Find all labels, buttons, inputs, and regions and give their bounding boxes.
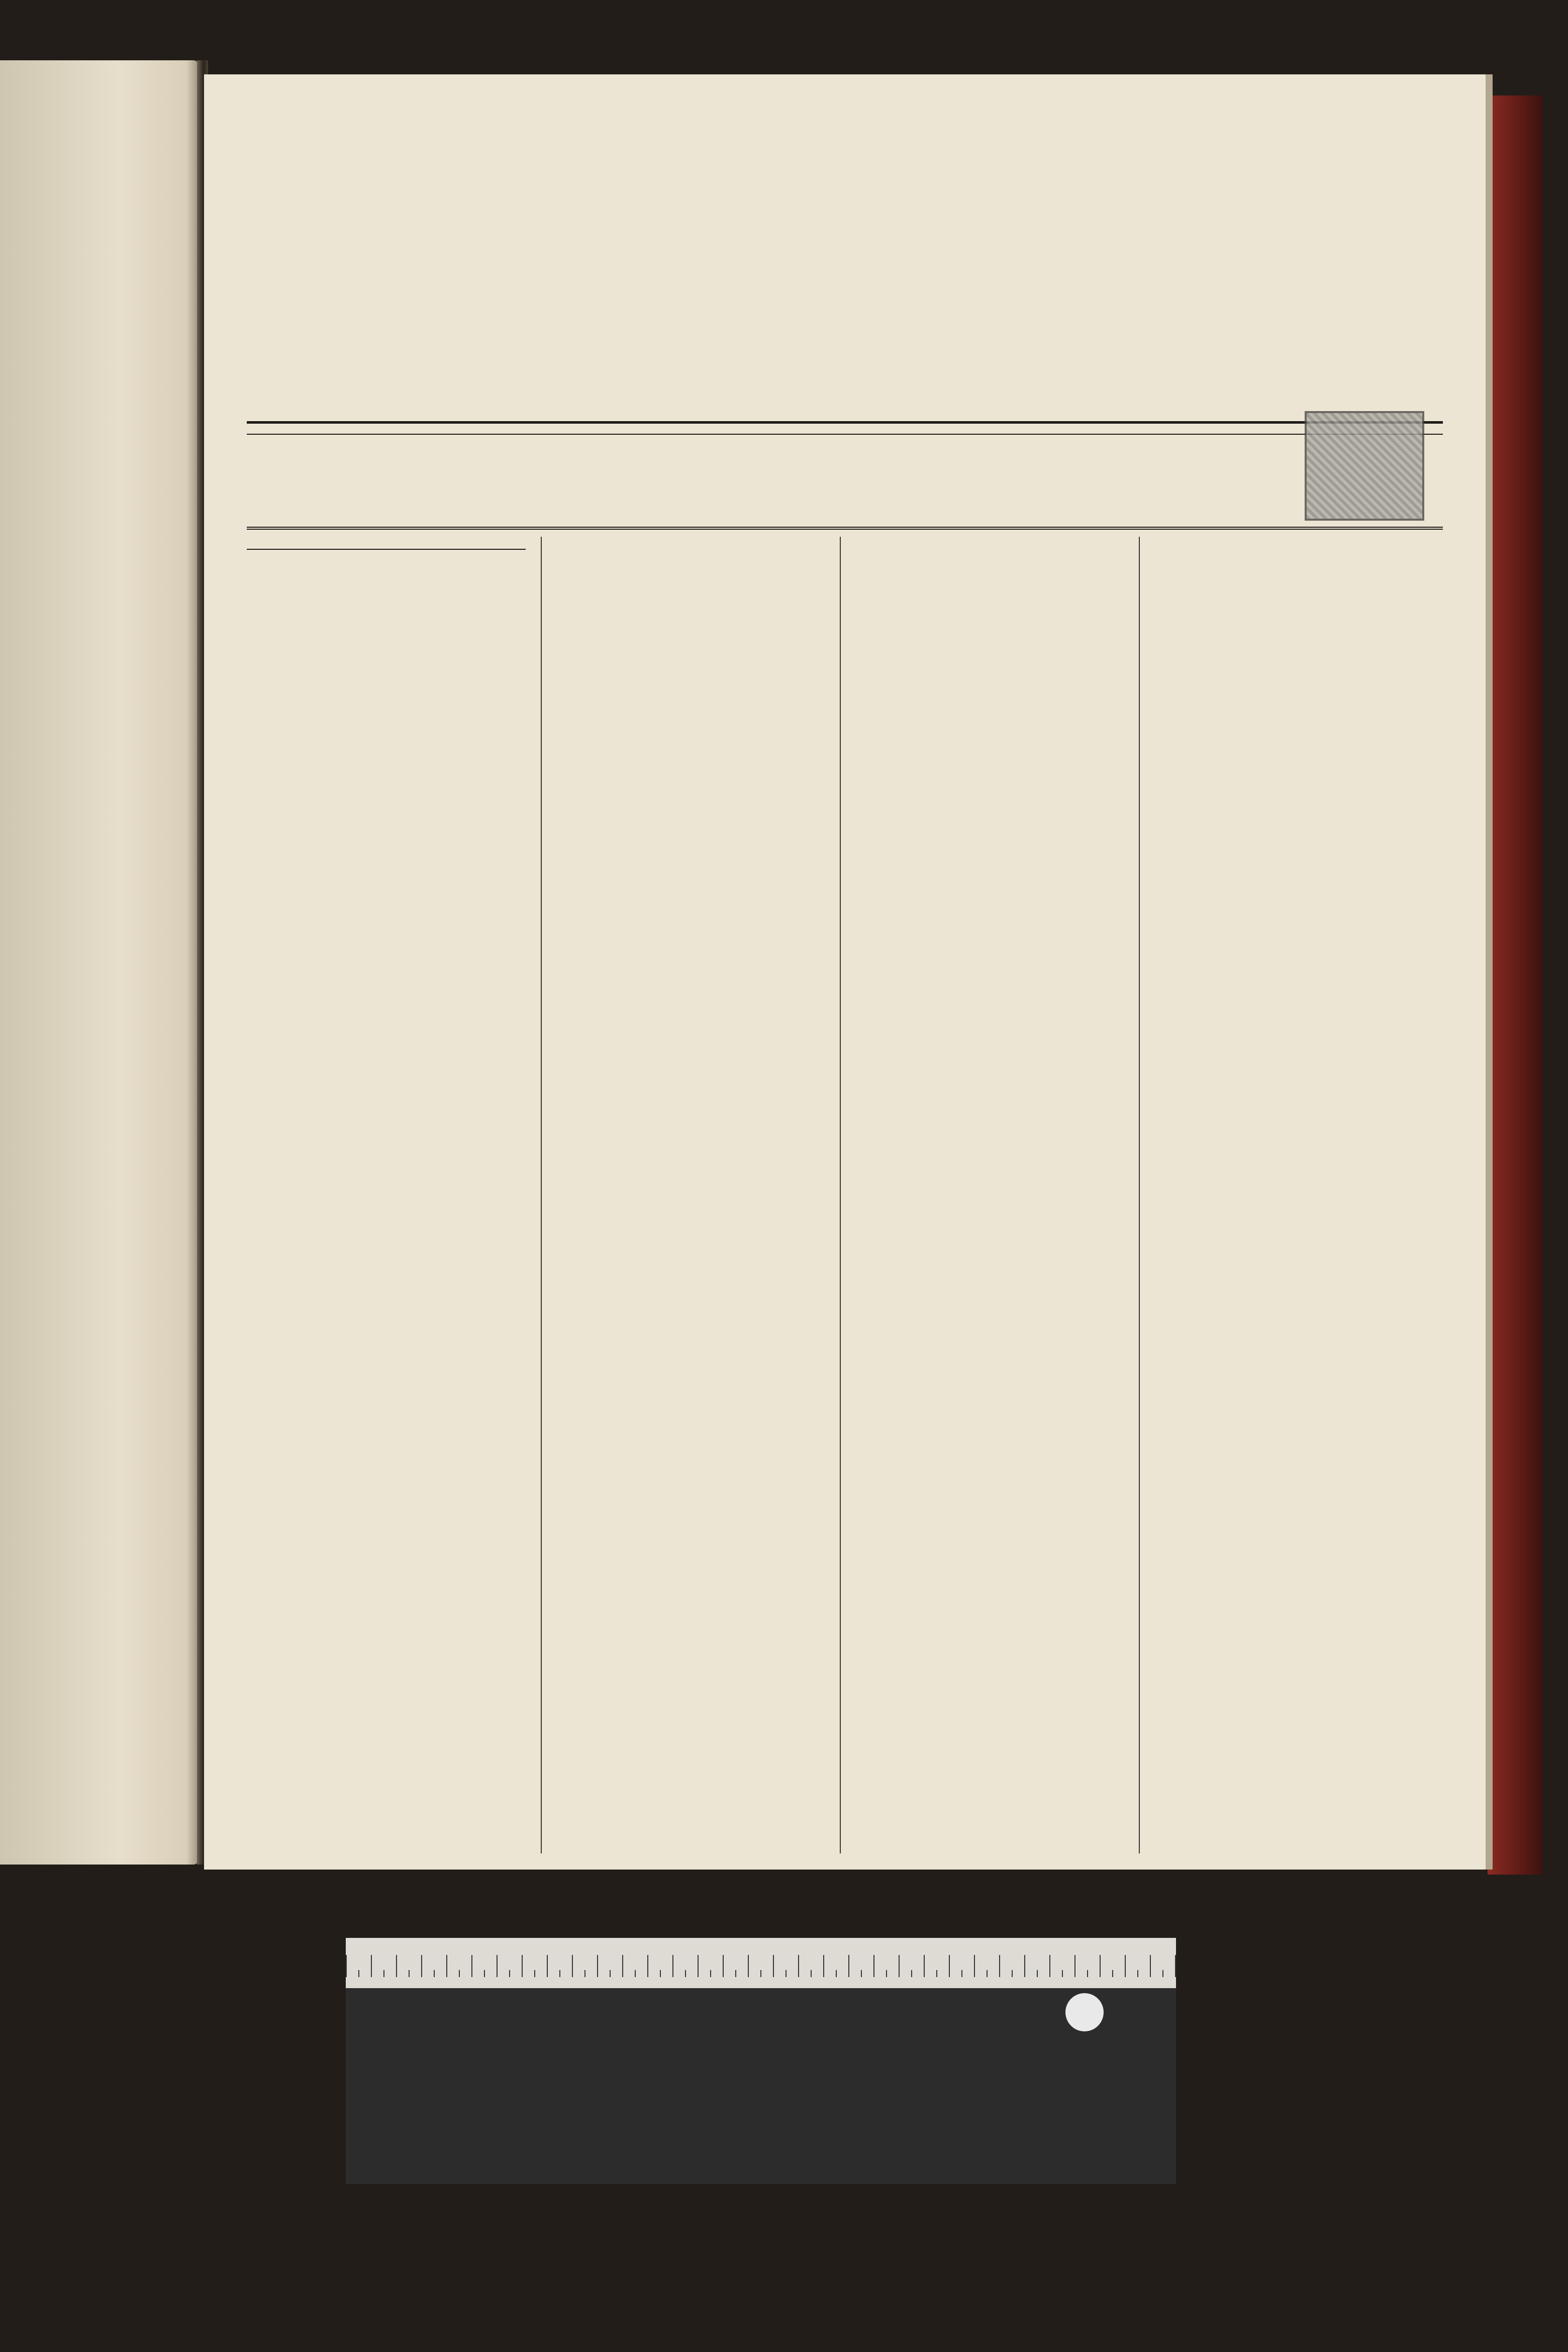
column-rule <box>541 537 542 1853</box>
left-page-text <box>7 136 188 146</box>
right-page <box>204 74 1493 1870</box>
column-1 <box>247 537 526 1853</box>
danes-picta-logo <box>1065 1993 1104 2031</box>
table-of-contents <box>247 544 526 550</box>
book-spine <box>1488 95 1543 1875</box>
colour-chart <box>346 1938 1176 2184</box>
column-3 <box>851 537 1130 1853</box>
subscription-info <box>247 421 1443 435</box>
left-page <box>0 60 199 1865</box>
column-2 <box>552 537 831 1853</box>
inch-ticks <box>346 1955 1176 1970</box>
dateline <box>247 497 1443 530</box>
measurement-ruler <box>346 1938 1176 1988</box>
swatch-row-light <box>346 2059 1176 2119</box>
masthead <box>204 110 1486 130</box>
column-rule <box>840 537 841 1853</box>
swatch-labels <box>346 2036 1176 2056</box>
cm-ticks <box>346 1970 1176 1977</box>
column-4 <box>1150 537 1429 1853</box>
article-columns <box>247 537 1443 1853</box>
column-rule <box>1139 537 1140 1853</box>
swatch-row-dark <box>346 2120 1176 2183</box>
